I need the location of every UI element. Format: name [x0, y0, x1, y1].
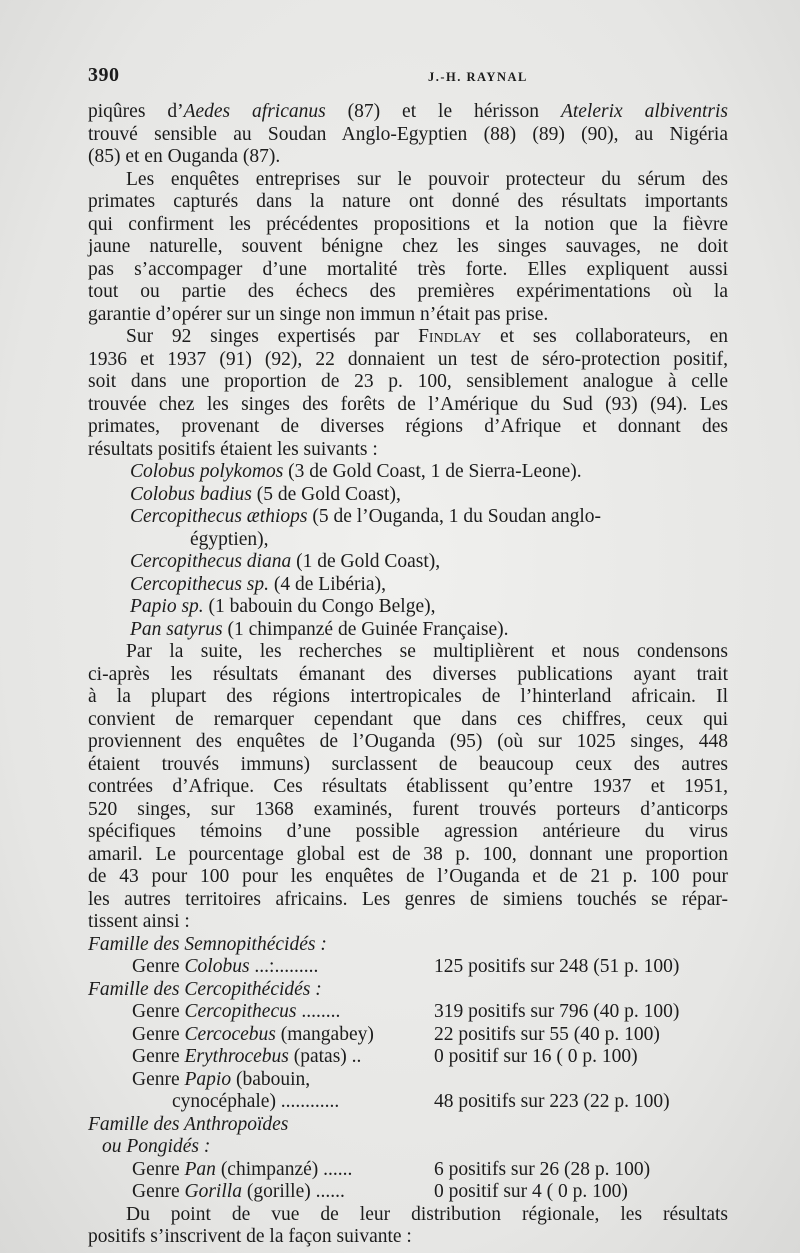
page-header: [88, 64, 740, 92]
genus-name: Erythrocebus: [184, 1046, 289, 1067]
paragraph-2-line: tout ou partie des échecs des premières expérimentations où la: [88, 281, 728, 302]
genus-result: 48 positifs sur 223 (22 p. 100): [434, 1091, 670, 1112]
paragraph-2-line: garantie d’opérer sur un singe non immun n’était pas prise.: [88, 303, 549, 325]
genus-row: [88, 1181, 728, 1204]
family-title: Famille des Cercopithécidés :: [88, 978, 322, 1000]
paragraph-3-line: Sur 92 singes expertisés par Findlay et ses collaborateurs, en: [126, 326, 728, 347]
species-name: Papio sp.: [130, 596, 204, 617]
genus-result: 319 positifs sur 796 (40 p. 100): [434, 1001, 680, 1022]
genus-name: Papio: [184, 1068, 232, 1090]
paragraph-4-line: amaril. Le pourcentage global est de 38 p. 100, donnant une proportion: [88, 843, 728, 865]
species-name: Colobus badius: [130, 483, 252, 505]
genus-name: Gorilla: [184, 1181, 242, 1202]
body-text: [88, 101, 728, 1249]
genus-label: cynocéphale) ............: [172, 1091, 340, 1112]
page-number: 390: [88, 64, 120, 86]
species-name: Cercopithecus sp.: [130, 573, 270, 595]
species-item: Cercopithecus sp. (4 de Libéria),: [130, 573, 386, 595]
family-title: Famille des Semnopithécidés :: [88, 933, 327, 955]
paragraph-2-line: primates capturés dans la nature ont donné des résultats importants: [88, 191, 728, 212]
paragraph-4-line: Par la suite, les recherches se multiplièrent et nous condensons: [126, 641, 728, 662]
species-item: Cercopithecus æthiops (5 de l’Ouganda, 1 du Soudan anglo-: [130, 506, 602, 527]
genus-result: 6 positifs sur 26 (28 p. 100): [434, 1158, 651, 1180]
genus-result: 0 positif sur 4 ( 0 p. 100): [434, 1181, 628, 1202]
paragraph-5-line: Du point de vue de leur distribution régionale, les résultats: [126, 1203, 728, 1225]
genus-label: Genre Cercopithecus ........: [132, 1001, 341, 1022]
paragraph-3-line: trouvée chez les singes des forêts de l’Amérique du Sud (93) (94). Les: [88, 393, 728, 415]
author-name: Findlay: [418, 326, 482, 347]
paragraph-4-line: 520 singes, sur 1368 examinés, furent trouvés porteurs d’anticorps: [88, 798, 728, 820]
species-item: Pan satyrus (1 chimpanzé de Guinée Française).: [130, 618, 509, 640]
genus-name: Cercocebus: [184, 1023, 276, 1045]
paragraph-4-line: les autres territoires africains. Les genres de simiens touchés se répar-: [88, 888, 728, 910]
family-title: Famille des Anthropoïdes: [88, 1113, 289, 1135]
species-name: Colobus polykomos: [130, 461, 284, 482]
species-name: Cercopithecus diana: [130, 551, 292, 572]
paragraph-3-line: 1936 et 1937 (91) (92), 22 donnaient un test de séro-protection positif,: [88, 348, 728, 370]
genus-result: 0 positif sur 16 ( 0 p. 100): [434, 1046, 638, 1067]
genus-name: Pan: [184, 1158, 216, 1180]
paragraph-4-line: spécifiques témoins d’une possible agression antérieure du virus: [88, 821, 728, 842]
species-item: Colobus polykomos (3 de Gold Coast, 1 de Sierra-Leone).: [130, 461, 582, 482]
paragraph-5-line: positifs s’inscrivent de la façon suivante :: [88, 1226, 412, 1247]
genus-label: Genre Erythrocebus (patas) ..: [132, 1046, 362, 1067]
species-item: Papio sp. (1 babouin du Congo Belge),: [130, 596, 436, 617]
genus-row: [88, 1159, 728, 1182]
genus-row: [88, 1091, 728, 1114]
species-item: [88, 529, 728, 552]
species-item: Colobus badius (5 de Gold Coast),: [130, 483, 401, 505]
species-name: Pan satyrus: [130, 618, 223, 640]
species-item: Cercopithecus diana (1 de Gold Coast),: [130, 551, 441, 572]
genus-row: [88, 1024, 728, 1047]
genus-row: [88, 956, 728, 979]
italic-term: Atelerix albiventris: [560, 101, 728, 122]
paragraph-2-line: pas s’accompager d’une mortalité très forte. Elles expliquent aussi: [88, 258, 728, 280]
genus-label: Genre Papio (babouin,: [132, 1068, 311, 1090]
genus-label: Genre Gorilla (gorille) ......: [132, 1181, 345, 1202]
genus-label: Genre Pan (chimpanzé) ......: [132, 1158, 353, 1180]
paragraph-1-line: trouvé sensible au Soudan Anglo-Egyptien (88) (89) (90), au Nigéria: [88, 123, 728, 145]
family-title: ou Pongidés :: [102, 1136, 211, 1157]
paragraph-4-line: étaient trouvés immuns) surclassent de beaucoup ceux des autres: [88, 753, 728, 775]
italic-term: Aedes africanus: [183, 101, 326, 122]
genus-row: [88, 1001, 728, 1024]
paragraph-4-line: tissent ainsi :: [88, 911, 190, 932]
paragraph-3-line: soit dans une proportion de 23 p. 100, sensiblement analogue à celle: [88, 371, 728, 392]
genus-name: Colobus: [184, 956, 250, 977]
paragraph-4-line: convient de remarquer cependant que dans ces chiffres, ceux qui: [88, 708, 728, 730]
species-name: Cercopithecus æthiops: [130, 506, 308, 527]
genus-result: 125 positifs sur 248 (51 p. 100): [434, 956, 680, 977]
paragraph-2-line: Les enquêtes entreprises sur le pouvoir protecteur du sérum des: [126, 168, 728, 190]
paragraph-2-line: jaune naturelle, souvent bénigne chez les singes sauvages, ne doit: [88, 236, 728, 257]
paragraph-1-line: piqûres d’Aedes africanus (87) et le hérisson Atelerix albiventris: [88, 101, 728, 122]
paragraph-1-line: (85) et en Ouganda (87).: [88, 146, 281, 167]
genus-label: Genre Cercocebus (mangabey): [132, 1023, 374, 1045]
paragraph-2-line: qui confirment les précédentes propositions et la notion que la fièvre: [88, 213, 728, 235]
paragraph-4-line: contrées d’Afrique. Ces résultats établissent qu’entre 1937 et 1951,: [88, 776, 728, 797]
genus-row: [88, 1046, 728, 1069]
paragraph-3-line: primates, provenant de diverses régions d’Afrique et donnant des: [88, 416, 728, 437]
running-title: J.-H. RAYNAL: [428, 70, 528, 84]
species-note: égyptien),: [190, 528, 269, 550]
paragraph-4-line: proviennent des enquêtes de l’Ouganda (95) (où sur 1025 singes, 448: [88, 731, 728, 752]
genus-name: Cercopithecus: [184, 1001, 297, 1022]
paragraph-3-line: résultats positifs étaient les suivants :: [88, 438, 378, 460]
paragraph-4-line: de 43 pour 100 pour les enquêtes de l’Ouganda et de 21 p. 100 pour: [88, 866, 728, 887]
genus-label: Genre Colobus ...:.........: [132, 956, 319, 977]
genus-result: 22 positifs sur 55 (40 p. 100): [434, 1023, 660, 1045]
genus-row: [88, 1069, 728, 1092]
paragraph-4-line: ci-après les résultats émanant des diverses publications ayant trait: [88, 663, 728, 685]
paragraph-4-line: à la plupart des régions intertropicales de l’hinterland africain. Il: [88, 686, 728, 707]
